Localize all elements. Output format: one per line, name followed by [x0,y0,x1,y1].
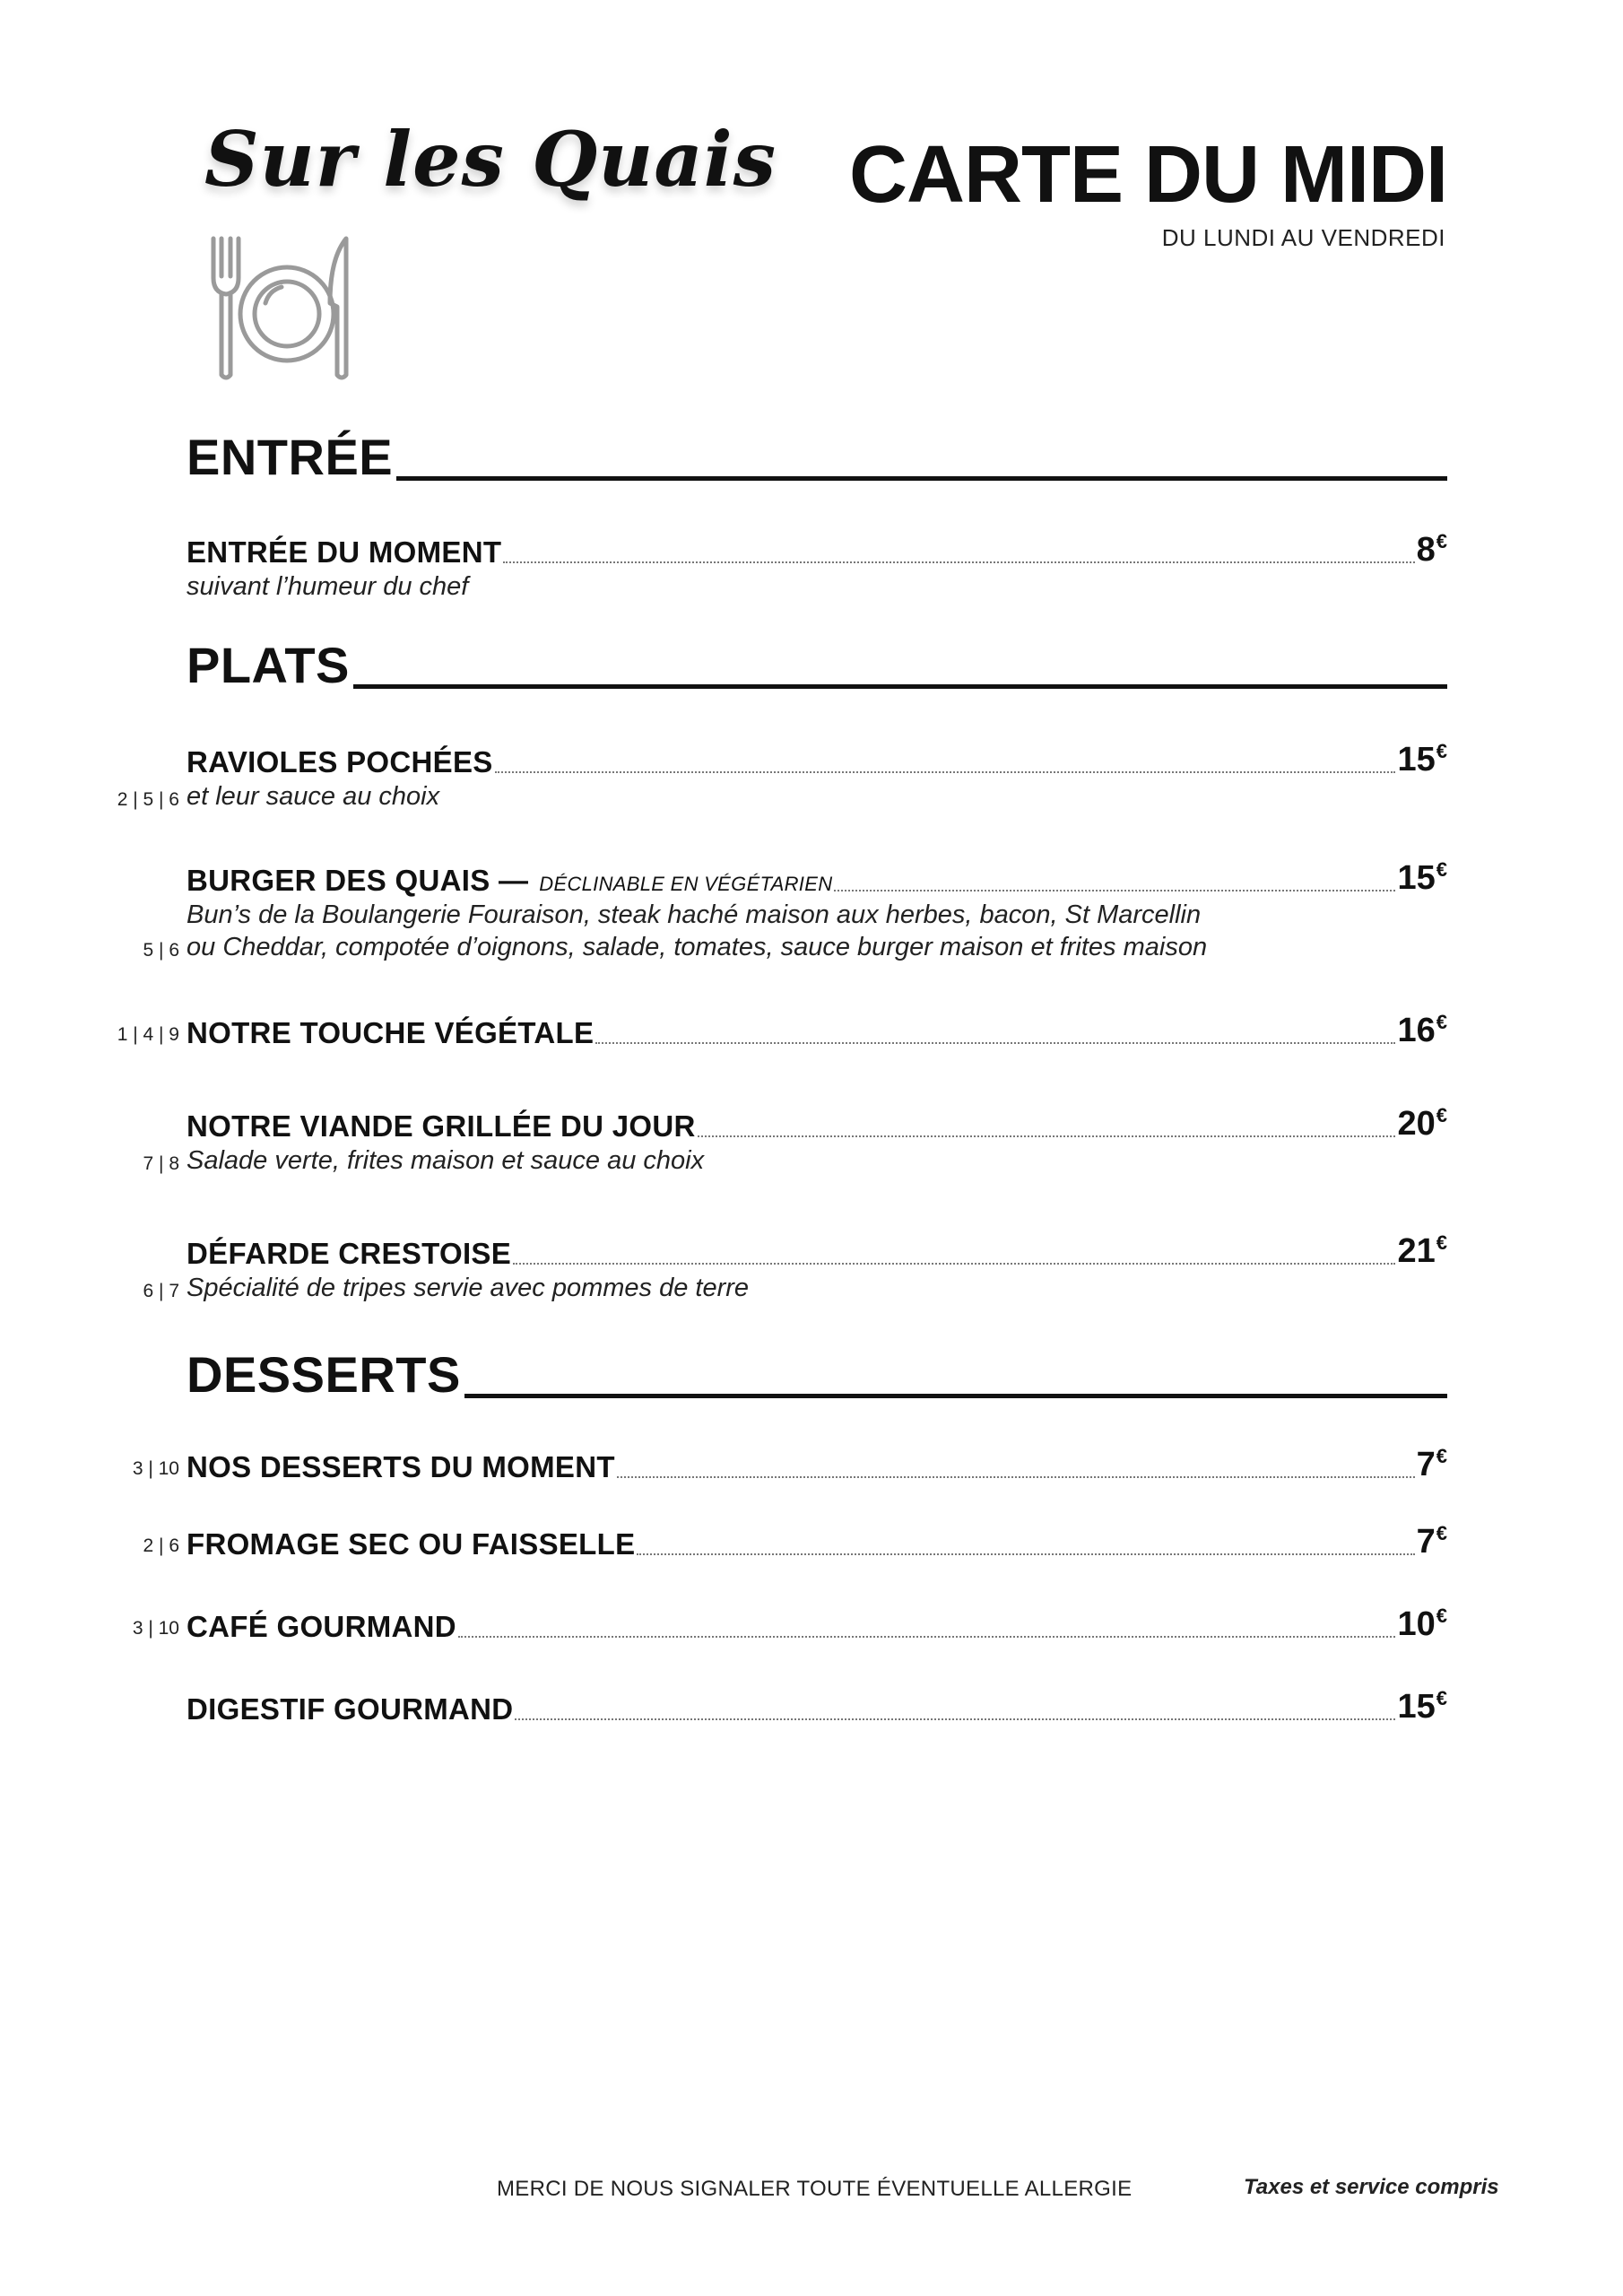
allergy-notice: MERCI DE NOUS SIGNALER TOUTE ÉVENTUELLE ALLERGIE [497,2177,1133,2201]
allergen-codes: 3 | 10 [132,1618,179,1639]
menu-item [143,1522,1447,1561]
item-name: CAFÉ GOURMAND [187,1610,456,1643]
dot-leader [515,1718,1395,1720]
section-divider [464,1394,1447,1398]
section-header-entree [187,429,1447,485]
item-price: 15€ [1397,740,1447,778]
menu-item [132,1445,1447,1483]
section-divider [353,684,1447,689]
item-price: 16€ [1397,1011,1447,1049]
item-description: Spécialité de tripes servie avec pommes de terre [187,1274,750,1302]
item-price: 7€ [1416,1522,1447,1561]
menu-item [187,1688,1447,1724]
section-title: ENTRÉE [187,429,394,485]
item-price: 7€ [1416,1445,1447,1483]
menu-item [132,1605,1447,1643]
dot-leader [503,561,1414,563]
item-description: et leur sauce au choix [187,782,440,811]
dot-leader [617,1476,1415,1478]
item-name: NOTRE VIANDE GRILLÉE DU JOUR [187,1109,696,1143]
item-description: Bun’s de la Boulangerie Fouraison, steak haché maison aux herbes, bacon, St Marcellin [187,900,1202,929]
allergen-codes: 3 | 10 [132,1458,179,1479]
dot-leader [513,1263,1395,1265]
allergen-codes: 6 | 7 [143,1281,179,1301]
plate-fork-knife-icon [204,231,366,384]
dot-leader [834,890,1395,891]
section-header-plats [187,637,1447,693]
menu-item [117,1011,1447,1049]
menu-item [117,740,1447,813]
item-name: NOTRE TOUCHE VÉGÉTALE [187,1016,595,1049]
dot-leader [458,1636,1396,1638]
item-name: DIGESTIF GOURMAND [187,1692,514,1726]
section-header-desserts [187,1346,1447,1403]
allergen-codes: 2 | 6 [143,1535,179,1556]
item-description: Salade verte, frites maison et sauce au choix [187,1146,705,1175]
dot-leader [698,1135,1396,1137]
taxes-notice: Taxes et service compris [1244,2175,1499,2199]
menu-subtitle: DU LUNDI AU VENDREDI [1161,224,1445,251]
logo-text: Sur les Quais [204,115,777,204]
item-name: RAVIOLES POCHÉES [187,745,493,778]
menu-item [143,1104,1447,1177]
menu-item [143,858,1447,963]
allergen-codes: 5 | 6 [143,940,179,961]
item-note: DÉCLINABLE EN VÉGÉTARIEN [539,873,833,895]
section-title: PLATS [187,637,350,693]
allergen-codes: 7 | 8 [143,1153,179,1174]
allergen-codes: 1 | 4 | 9 [117,1024,179,1045]
item-name: NOS DESSERTS DU MOMENT [187,1450,615,1483]
section-title: DESSERTS [187,1346,461,1403]
item-price: 20€ [1397,1104,1447,1143]
item-name: BURGER DES QUAIS — DÉCLINABLE EN VÉGÉTARIEN [187,864,833,897]
dot-leader [637,1553,1414,1555]
item-price: 15€ [1397,858,1447,897]
item-price: 10€ [1397,1605,1447,1643]
item-name: FROMAGE SEC OU FAISSELLE [187,1527,636,1561]
item-description: ou Cheddar, compotée d’oignons, salade, tomates, sauce burger maison et frites maison [187,933,1208,961]
dot-leader [495,771,1396,773]
item-name: DÉFARDE CRESTOISE [187,1237,512,1270]
restaurant-logo [204,115,777,402]
menu-title: CARTE DU MIDI [849,130,1447,220]
item-price: 15€ [1397,1687,1447,1726]
dot-leader [595,1042,1395,1044]
menu-item [143,1231,1447,1304]
menu-item [187,531,1447,603]
section-divider [396,476,1447,481]
item-description: suivant l’humeur du chef [187,572,469,601]
allergen-codes: 2 | 5 | 6 [117,789,179,810]
item-price: 21€ [1397,1231,1447,1270]
item-name: ENTRÉE DU MOMENT [187,535,502,569]
item-price: 8€ [1416,530,1447,569]
